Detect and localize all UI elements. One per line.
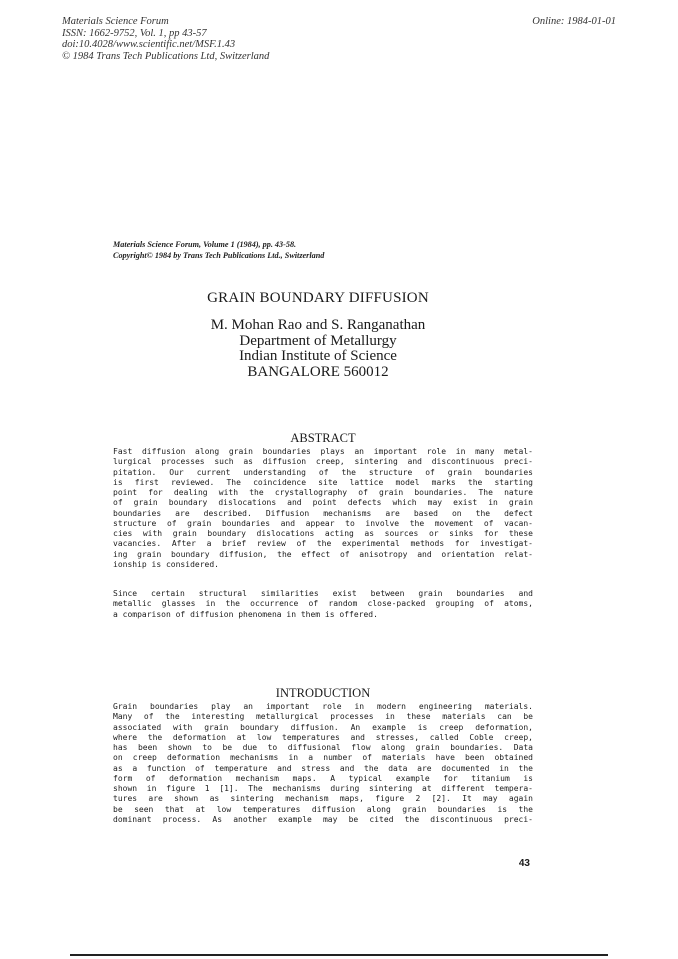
- text-line: tures are shown as sintering mechanism maps, figure 2 [2]. It may again: [113, 794, 533, 804]
- authors: M. Mohan Rao and S. Ranganathan: [210, 317, 426, 333]
- abstract-paragraph-2: [113, 589, 533, 620]
- journal-reference: [113, 239, 324, 261]
- affiliation-institute: Indian Institute of Science: [239, 348, 397, 365]
- text-line: Fast diffusion along grain boundaries plays an important role in many metal-: [113, 447, 533, 456]
- page-number: 43: [518, 858, 530, 869]
- text-line: of grain boundary dislocations and point defects which may exist in grain: [113, 498, 533, 508]
- journal-volume-line: Materials Science Forum, Volume 1 (1984), pp. 43-58.: [113, 240, 297, 249]
- introduction-heading: INTRODUCTION: [275, 686, 371, 700]
- text-line: has been shown to be due to diffusional flow along grain boundaries. Data: [113, 743, 533, 752]
- publication-metadata: [62, 16, 269, 62]
- text-line: Many of the interesting metallurgical processes in these materials can be: [113, 712, 533, 722]
- text-line: Grain boundaries play an important role in modern engineering materials.: [113, 702, 533, 711]
- text-line: point for dealing with the crystallography of grain boundaries. The nature: [113, 488, 533, 497]
- text-line: vacancies. After a brief review of the experimental methods for investigat-: [113, 539, 533, 549]
- affiliation-city: BANGALORE 560012: [247, 363, 389, 380]
- introduction-paragraph: [113, 702, 533, 825]
- text-line: dominant process. As another example may be cited the discontinuous preci-: [113, 814, 533, 824]
- text-line: a comparison of diffusion phenomena in them is offered.: [113, 609, 378, 619]
- page-bottom-rule: [70, 954, 608, 956]
- text-line: on creep deformation mechanisms in a number of materials have been obtained: [113, 753, 533, 763]
- doi-line: doi:10.4028/www.scientific.net/MSF.1.43: [62, 39, 236, 51]
- text-line: metallic glasses in the occurrence of random close-packed grouping of atoms,: [113, 599, 533, 609]
- text-line: Since certain structural similarities exist between grain boundaries and: [113, 589, 533, 598]
- text-line: shown in figure 1 [1]. The mechanisms during sintering at different tempera-: [113, 784, 533, 793]
- affiliation-department: Department of Metallurgy: [239, 332, 397, 349]
- text-line: where the deformation at low temperatures and stresses, called Coble creep,: [113, 732, 533, 742]
- text-line: form of deformation mechanism maps. A typical example for titanium is: [113, 773, 533, 783]
- abstract-paragraph-1: [113, 447, 533, 570]
- journal-copyright-line: Copyright© 1984 by Trans Tech Publications Ltd., Switzerland: [113, 251, 325, 260]
- text-line: lurgical processes such as diffusion creep, sintering and discontinuous preci-: [113, 457, 533, 467]
- text-line: cies with grain boundary dislocations acting as sources or sinks for these: [113, 529, 533, 538]
- author-block: [160, 318, 476, 380]
- text-line: structure of grain boundaries and appear to involve the movement of vacan-: [113, 518, 533, 528]
- online-date: Online: 1984-01-01: [532, 16, 616, 27]
- text-line: boundaries are described. Diffusion mechanisms are based on the defect: [113, 508, 533, 518]
- text-line: is first reviewed. The coincidence site lattice model marks the starting: [113, 477, 533, 487]
- text-line: associated with grain boundary diffusion. An example is creep deformation,: [113, 722, 533, 732]
- issn-line: ISSN: 1662-9752, Vol. 1, pp 43-57: [62, 27, 207, 39]
- text-line: as a function of temperature and stress and the data are documented in the: [113, 763, 533, 773]
- abstract-heading: ABSTRACT: [290, 431, 356, 445]
- paper-title: GRAIN BOUNDARY DIFFUSION: [207, 290, 429, 306]
- text-line: be seen that at low temperatures diffusion along grain boundaries is the: [113, 804, 533, 814]
- copyright-line: © 1984 Trans Tech Publications Ltd, Switzerland: [62, 50, 270, 62]
- text-line: pitation. Our current understanding of the structure of grain boundaries: [113, 467, 533, 477]
- text-line: ionship is considered.: [113, 559, 219, 569]
- journal-name-line: Materials Science Forum: [62, 16, 169, 27]
- text-line: ing grain boundary diffusion, the effect of anisotropy and orientation relat-: [113, 549, 533, 559]
